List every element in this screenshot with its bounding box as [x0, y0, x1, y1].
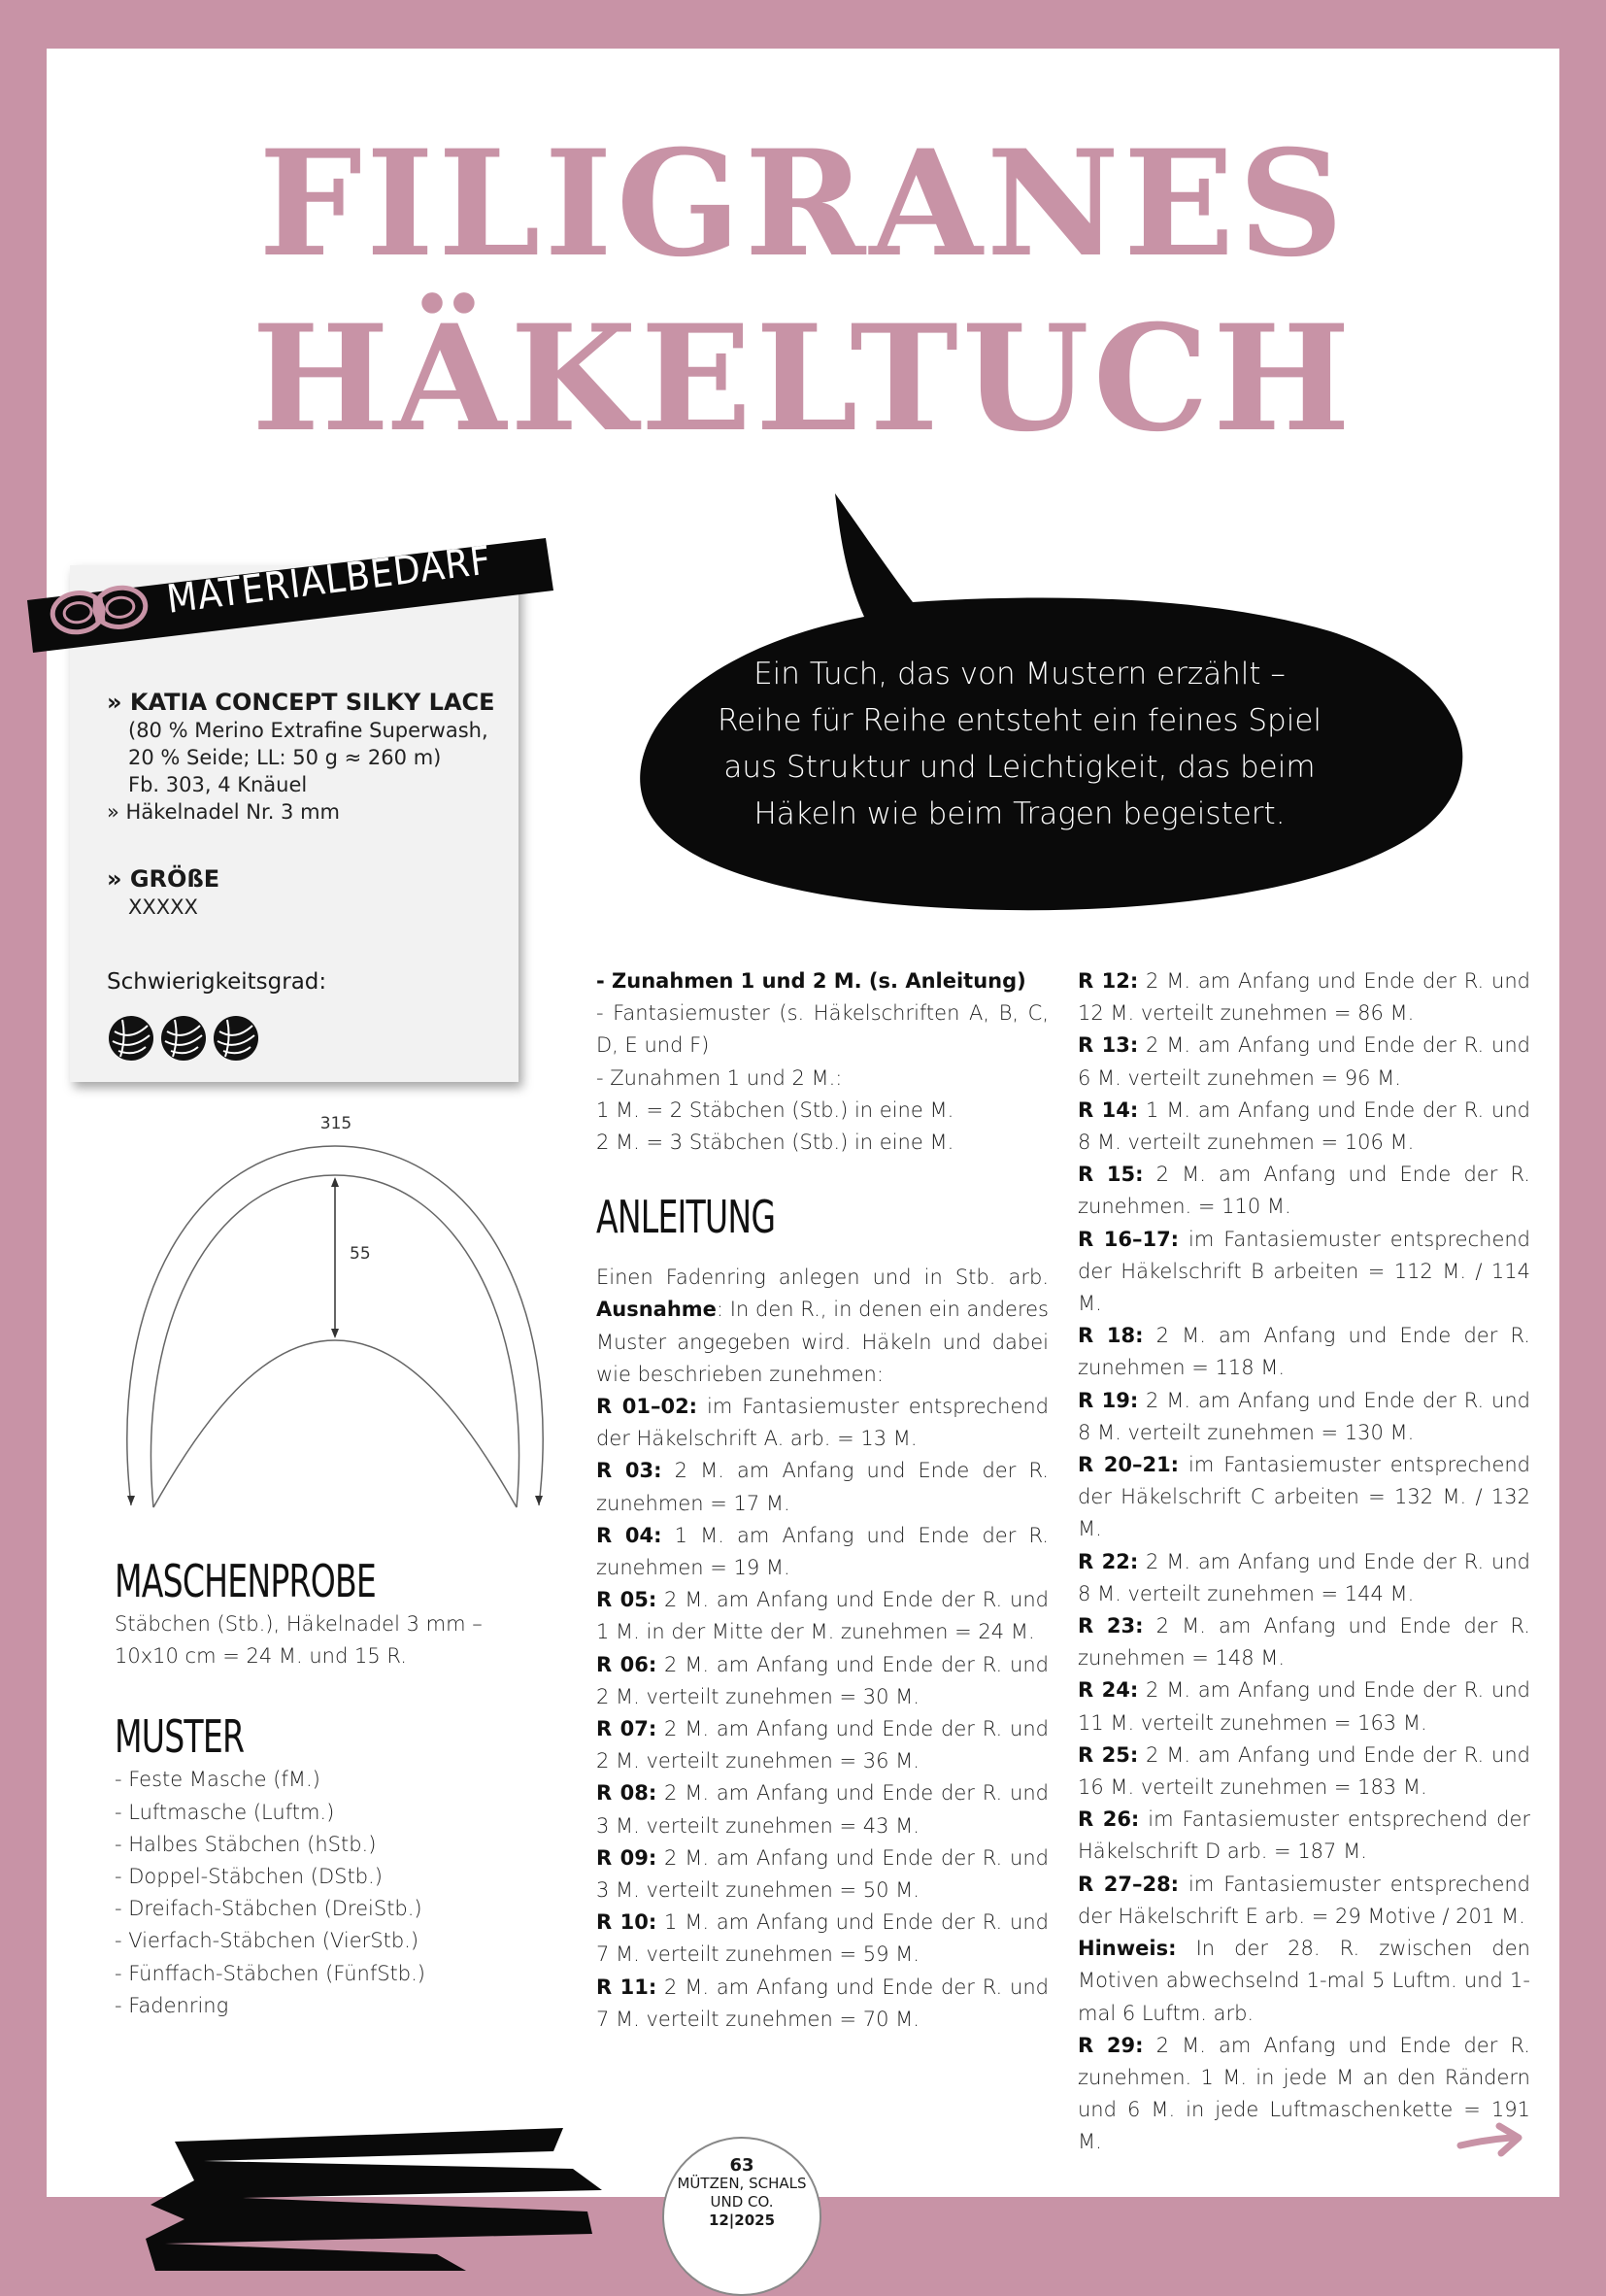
instruction-row: R 20–21: im Fantasiemuster entsprechend der Häkelschrift C arbeiten = 132 M. / 132 M.	[1078, 1453, 1530, 1541]
instruction-row: R 26: im Fantasiemuster entsprechend der Häkelschrift D arb. = 187 M.	[1078, 1807, 1530, 1864]
instruction-row: R 06: 2 M. am Anfang und Ende der R. und 2 M. verteilt zunehmen = 30 M.	[596, 1652, 1049, 1708]
material-list	[107, 688, 534, 921]
hint-row: Hinweis: In der 28. R. zwischen den Motiven abwechselnd 1-mal 5 Luftm. und 1-mal 6 Luftm. arb.	[1078, 1937, 1530, 2025]
bubble-line: Häkeln wie beim Tragen begeistert.	[753, 796, 1286, 831]
intro-text: Einen Fadenring anlegen und in Stb. arb.	[596, 1266, 1049, 1290]
instruction-row: R 27–28: im Fantasiemuster entsprechend der Häkelschrift E arb. = 29 Motive / 201 M.	[1078, 1872, 1530, 1928]
diagram-width-label: 315	[319, 1114, 352, 1133]
issue-label: 12|2025	[708, 2212, 776, 2229]
instruction-row: R 09: 2 M. am Anfang und Ende der R. und 3 M. verteilt zunehmen = 50 M.	[596, 1845, 1049, 1903]
size-value: XXXXX	[128, 895, 198, 919]
yarn-detail: 20 % Seide; LL: 50 g ≈ 260 m)	[128, 746, 442, 769]
instruction-row: R 03: 2 M. am Anfang und Ende der R. zunehmen = 17 M.	[596, 1459, 1049, 1515]
muster-item: - Vierfach-Stäbchen (VierStb.)	[115, 1929, 419, 1953]
muster-item: - Dreifach-Stäbchen (DreiStb.)	[115, 1897, 422, 1921]
page-number: 63	[729, 2155, 754, 2176]
instruction-row: R 12: 2 M. am Anfang und Ende der R. und 12 M. verteilt zunehmen = 86 M.	[1078, 969, 1530, 1026]
pattern-note: - Fantasiemuster (s. Häkelschriften A, B, C, D, E und F)	[596, 1001, 1049, 1058]
maschenprobe-heading: MASCHENPROBE	[115, 1555, 376, 1607]
difficulty-rating	[107, 1014, 272, 1063]
brush-stroke-decoration	[146, 2122, 612, 2271]
pattern-note: 1 M. = 2 Stäbchen (Stb.) in eine M.	[596, 1097, 954, 1122]
yarn-ball-icon	[214, 1016, 258, 1061]
instruction-row: R 07: 2 M. am Anfang und Ende der R. und 2 M. verteilt zunehmen = 36 M.	[596, 1717, 1049, 1773]
title-line-1: FILIGRANES	[258, 118, 1348, 289]
maschenprobe-line: 10x10 cm = 24 M. und 15 R.	[115, 1644, 407, 1669]
yarn-detail: Fb. 303, 4 Knäuel	[128, 773, 308, 796]
pattern-note: - Zunahmen 1 und 2 M.:	[596, 1065, 843, 1090]
anleitung-intro	[596, 1262, 1049, 1391]
bubble-line: aus Struktur und Leichtigkeit, das beim	[723, 750, 1316, 785]
bubble-line: Reihe für Reihe entsteht ein feines Spiel	[717, 703, 1322, 738]
instruction-row: R 11: 2 M. am Anfang und Ende der R. und 7 M. verteilt zunehmen = 70 M.	[596, 1975, 1049, 2031]
instruction-row: R 15: 2 M. am Anfang und Ende der R. zunehmen. = 110 M.	[1078, 1163, 1530, 1219]
bubble-line: Ein Tuch, das von Mustern erzählt –	[753, 657, 1286, 692]
instruction-row: R 04: 1 M. am Anfang und Ende der R. zunehmen = 19 M.	[596, 1523, 1049, 1580]
left-column	[115, 1554, 513, 2022]
shawl-diagram	[107, 1107, 563, 1525]
title-line-2: HÄKELTUCH	[251, 293, 1355, 464]
needle-info: » Häkelnadel Nr. 3 mm	[107, 800, 341, 824]
yarn-ball-icon	[109, 1016, 153, 1061]
instruction-row: R 01–02: im Fantasiemuster entsprechend der Häkelschrift A. arb. = 13 M.	[596, 1395, 1049, 1451]
exception-label: Ausnahme	[596, 1298, 717, 1322]
pattern-note: 2 M. = 3 Stäbchen (Stb.) in eine M.	[596, 1131, 954, 1155]
instruction-row: R 23: 2 M. am Anfang und Ende der R. zunehmen = 148 M.	[1078, 1614, 1530, 1671]
increase-heading: - Zunahmen 1 und 2 M. (s. Anleitung)	[596, 969, 1026, 993]
muster-item: - Luftmasche (Luftm.)	[115, 1800, 335, 1824]
material-label: MATERIALBEDARF	[164, 538, 494, 623]
instruction-row: R 13: 2 M. am Anfang und Ende der R. und 6 M. verteilt zunehmen = 96 M.	[1078, 1033, 1530, 1090]
muster-heading: MUSTER	[115, 1710, 245, 1764]
instruction-row: R 19: 2 M. am Anfang und Ende der R. und 8 M. verteilt zunehmen = 130 M.	[1078, 1388, 1530, 1444]
instruction-row: R 18: 2 M. am Anfang und Ende der R. zunehmen = 118 M.	[1078, 1324, 1530, 1380]
magazine-title: MÜTZEN, SCHALS	[677, 2175, 807, 2192]
anleitung-heading: ANLEITUNG	[596, 1191, 776, 1244]
muster-item: - Doppel-Stäbchen (DStb.)	[115, 1865, 383, 1889]
instruction-row: R 22: 2 M. am Anfang und Ende der R. und 8 M. verteilt zunehmen = 144 M.	[1078, 1549, 1530, 1605]
arrow-right-icon[interactable]	[1456, 2122, 1524, 2161]
middle-column	[596, 965, 1049, 2036]
maschenprobe-line: Stäbchen (Stb.), Häkelnadel 3 mm –	[115, 1612, 483, 1636]
exception-text: : In den R., in denen ein anderes Muster angegeben wird. Häkeln und dabei wie beschrieben zunehmen:	[596, 1298, 1049, 1386]
size-heading: » GRÖßE	[107, 865, 220, 893]
page-badge	[662, 2137, 821, 2296]
instruction-row: R 08: 2 M. am Anfang und Ende der R. und 3 M. verteilt zunehmen = 43 M.	[596, 1781, 1049, 1838]
instruction-row: R 10: 1 M. am Anfang und Ende der R. und 7 M. verteilt zunehmen = 59 M.	[596, 1910, 1049, 1967]
yarn-detail: (80 % Merino Extrafine Superwash,	[128, 719, 488, 742]
speech-bubble	[592, 447, 1524, 932]
instruction-row: R 25: 2 M. am Anfang und Ende der R. und 16 M. verteilt zunehmen = 183 M.	[1078, 1742, 1530, 1800]
diagram-depth-label: 55	[350, 1244, 371, 1264]
page-title	[0, 117, 1606, 466]
instruction-row: R 16–17: im Fantasiemuster entsprechend der Häkelschrift B arbeiten = 112 M. / 114 M.	[1078, 1227, 1530, 1316]
instruction-row: R 05: 2 M. am Anfang und Ende der R. und 1 M. in der Mitte der M. zunehmen = 24 M.	[596, 1588, 1049, 1644]
yarn-ball-icon	[161, 1016, 206, 1061]
instruction-row: R 29: 2 M. am Anfang und Ende der R. zunehmen. 1 M. in jede M an den Rändern und 6 M. in jede Luftmaschenkette = 191 M.	[1078, 2033, 1530, 2154]
magazine-title: UND CO.	[710, 2193, 774, 2211]
muster-item: - Fünffach-Stäbchen (FünfStb.)	[115, 1961, 425, 1985]
muster-item: - Halbes Stäbchen (hStb.)	[115, 1832, 377, 1856]
difficulty-label: Schwierigkeitsgrad:	[107, 969, 327, 995]
muster-item: - Fadenring	[115, 1993, 229, 2017]
instruction-row: R 14: 1 M. am Anfang und Ende der R. und 8 M. verteilt zunehmen = 106 M.	[1078, 1097, 1530, 1155]
instruction-row: R 24: 2 M. am Anfang und Ende der R. und 11 M. verteilt zunehmen = 163 M.	[1078, 1678, 1530, 1735]
right-column	[1078, 965, 1530, 2159]
yarn-heading: » KATIA CONCEPT SILKY LACE	[107, 689, 495, 716]
speech-bubble-text	[709, 651, 1330, 837]
muster-item: - Feste Masche (fM.)	[115, 1768, 320, 1792]
